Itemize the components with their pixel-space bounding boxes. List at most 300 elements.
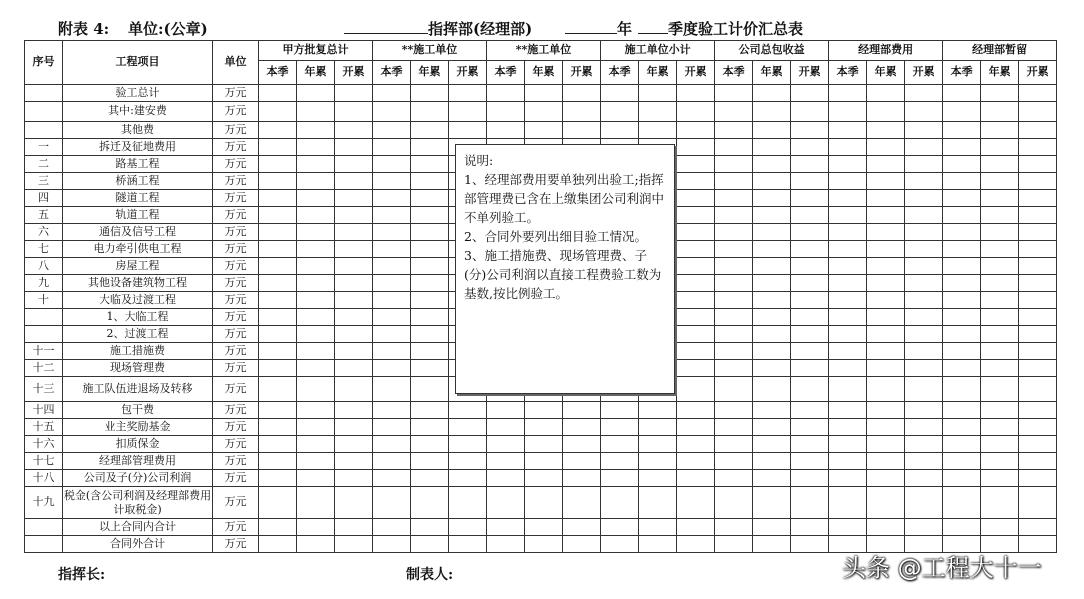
value-cell[interactable]: [563, 519, 601, 536]
value-cell[interactable]: [981, 258, 1019, 275]
value-cell[interactable]: [753, 241, 791, 258]
value-cell[interactable]: [449, 102, 487, 122]
value-cell[interactable]: [905, 360, 943, 377]
value-cell[interactable]: [335, 102, 373, 122]
value-cell[interactable]: [905, 190, 943, 207]
value-cell[interactable]: [677, 453, 715, 470]
value-cell[interactable]: [791, 102, 829, 122]
value-cell[interactable]: [943, 419, 981, 436]
value-cell[interactable]: [1019, 207, 1057, 224]
value-cell[interactable]: [297, 85, 335, 102]
value-cell[interactable]: [829, 326, 867, 343]
value-cell[interactable]: [981, 453, 1019, 470]
value-cell[interactable]: [373, 419, 411, 436]
value-cell[interactable]: [335, 326, 373, 343]
value-cell[interactable]: [411, 419, 449, 436]
value-cell[interactable]: [373, 85, 411, 102]
value-cell[interactable]: [335, 241, 373, 258]
value-cell[interactable]: [943, 402, 981, 419]
value-cell[interactable]: [297, 326, 335, 343]
value-cell[interactable]: [943, 156, 981, 173]
value-cell[interactable]: [601, 436, 639, 453]
value-cell[interactable]: [753, 292, 791, 309]
value-cell[interactable]: [905, 436, 943, 453]
value-cell[interactable]: [829, 102, 867, 122]
value-cell[interactable]: [753, 436, 791, 453]
value-cell[interactable]: [373, 275, 411, 292]
value-cell[interactable]: [297, 360, 335, 377]
value-cell[interactable]: [1019, 377, 1057, 402]
value-cell[interactable]: [1019, 309, 1057, 326]
value-cell[interactable]: [943, 258, 981, 275]
value-cell[interactable]: [753, 258, 791, 275]
value-cell[interactable]: [943, 207, 981, 224]
value-cell[interactable]: [373, 326, 411, 343]
value-cell[interactable]: [639, 85, 677, 102]
value-cell[interactable]: [753, 139, 791, 156]
value-cell[interactable]: [943, 343, 981, 360]
value-cell[interactable]: [259, 139, 297, 156]
value-cell[interactable]: [867, 241, 905, 258]
value-cell[interactable]: [829, 309, 867, 326]
value-cell[interactable]: [373, 487, 411, 519]
value-cell[interactable]: [1019, 436, 1057, 453]
value-cell[interactable]: [753, 102, 791, 122]
value-cell[interactable]: [449, 536, 487, 553]
value-cell[interactable]: [791, 536, 829, 553]
value-cell[interactable]: [259, 536, 297, 553]
value-cell[interactable]: [791, 156, 829, 173]
value-cell[interactable]: [677, 519, 715, 536]
value-cell[interactable]: [791, 258, 829, 275]
value-cell[interactable]: [259, 122, 297, 139]
value-cell[interactable]: [981, 156, 1019, 173]
value-cell[interactable]: [335, 224, 373, 241]
value-cell[interactable]: [335, 487, 373, 519]
value-cell[interactable]: [297, 258, 335, 275]
value-cell[interactable]: [335, 519, 373, 536]
value-cell[interactable]: [715, 241, 753, 258]
value-cell[interactable]: [639, 419, 677, 436]
value-cell[interactable]: [943, 326, 981, 343]
value-cell[interactable]: [373, 224, 411, 241]
value-cell[interactable]: [449, 419, 487, 436]
value-cell[interactable]: [297, 241, 335, 258]
value-cell[interactable]: [411, 402, 449, 419]
value-cell[interactable]: [943, 102, 981, 122]
value-cell[interactable]: [1019, 402, 1057, 419]
value-cell[interactable]: [791, 122, 829, 139]
value-cell[interactable]: [487, 487, 525, 519]
value-cell[interactable]: [1019, 275, 1057, 292]
value-cell[interactable]: [791, 377, 829, 402]
value-cell[interactable]: [867, 360, 905, 377]
value-cell[interactable]: [373, 453, 411, 470]
value-cell[interactable]: [943, 519, 981, 536]
value-cell[interactable]: [981, 173, 1019, 190]
value-cell[interactable]: [715, 326, 753, 343]
value-cell[interactable]: [867, 207, 905, 224]
value-cell[interactable]: [905, 275, 943, 292]
value-cell[interactable]: [335, 122, 373, 139]
value-cell[interactable]: [487, 402, 525, 419]
value-cell[interactable]: [753, 453, 791, 470]
value-cell[interactable]: [297, 173, 335, 190]
value-cell[interactable]: [335, 258, 373, 275]
value-cell[interactable]: [753, 224, 791, 241]
value-cell[interactable]: [259, 436, 297, 453]
value-cell[interactable]: [715, 470, 753, 487]
value-cell[interactable]: [829, 85, 867, 102]
value-cell[interactable]: [867, 190, 905, 207]
value-cell[interactable]: [905, 419, 943, 436]
value-cell[interactable]: [297, 377, 335, 402]
value-cell[interactable]: [677, 122, 715, 139]
value-cell[interactable]: [791, 419, 829, 436]
value-cell[interactable]: [601, 85, 639, 102]
value-cell[interactable]: [715, 536, 753, 553]
value-cell[interactable]: [411, 360, 449, 377]
value-cell[interactable]: [1019, 156, 1057, 173]
value-cell[interactable]: [791, 241, 829, 258]
value-cell[interactable]: [981, 402, 1019, 419]
value-cell[interactable]: [563, 487, 601, 519]
value-cell[interactable]: [829, 224, 867, 241]
value-cell[interactable]: [1019, 292, 1057, 309]
value-cell[interactable]: [411, 377, 449, 402]
value-cell[interactable]: [943, 309, 981, 326]
value-cell[interactable]: [563, 102, 601, 122]
value-cell[interactable]: [715, 419, 753, 436]
value-cell[interactable]: [753, 207, 791, 224]
value-cell[interactable]: [259, 402, 297, 419]
value-cell[interactable]: [981, 519, 1019, 536]
value-cell[interactable]: [487, 419, 525, 436]
value-cell[interactable]: [677, 360, 715, 377]
value-cell[interactable]: [753, 343, 791, 360]
value-cell[interactable]: [411, 241, 449, 258]
value-cell[interactable]: [715, 487, 753, 519]
value-cell[interactable]: [677, 487, 715, 519]
value-cell[interactable]: [259, 85, 297, 102]
value-cell[interactable]: [981, 102, 1019, 122]
value-cell[interactable]: [259, 326, 297, 343]
value-cell[interactable]: [563, 85, 601, 102]
value-cell[interactable]: [677, 326, 715, 343]
value-cell[interactable]: [373, 156, 411, 173]
value-cell[interactable]: [677, 190, 715, 207]
value-cell[interactable]: [449, 436, 487, 453]
value-cell[interactable]: [411, 536, 449, 553]
value-cell[interactable]: [487, 102, 525, 122]
value-cell[interactable]: [449, 470, 487, 487]
value-cell[interactable]: [829, 258, 867, 275]
value-cell[interactable]: [411, 207, 449, 224]
value-cell[interactable]: [677, 436, 715, 453]
value-cell[interactable]: [715, 258, 753, 275]
value-cell[interactable]: [1019, 122, 1057, 139]
value-cell[interactable]: [981, 360, 1019, 377]
value-cell[interactable]: [753, 275, 791, 292]
value-cell[interactable]: [715, 453, 753, 470]
value-cell[interactable]: [905, 173, 943, 190]
value-cell[interactable]: [449, 402, 487, 419]
value-cell[interactable]: [867, 309, 905, 326]
value-cell[interactable]: [449, 85, 487, 102]
value-cell[interactable]: [791, 85, 829, 102]
value-cell[interactable]: [297, 436, 335, 453]
value-cell[interactable]: [791, 173, 829, 190]
value-cell[interactable]: [715, 156, 753, 173]
value-cell[interactable]: [297, 190, 335, 207]
value-cell[interactable]: [639, 470, 677, 487]
value-cell[interactable]: [867, 275, 905, 292]
value-cell[interactable]: [411, 258, 449, 275]
value-cell[interactable]: [715, 207, 753, 224]
value-cell[interactable]: [297, 292, 335, 309]
value-cell[interactable]: [259, 292, 297, 309]
value-cell[interactable]: [905, 343, 943, 360]
value-cell[interactable]: [1019, 470, 1057, 487]
value-cell[interactable]: [1019, 258, 1057, 275]
value-cell[interactable]: [335, 190, 373, 207]
value-cell[interactable]: [487, 85, 525, 102]
value-cell[interactable]: [791, 402, 829, 419]
value-cell[interactable]: [1019, 85, 1057, 102]
value-cell[interactable]: [981, 377, 1019, 402]
value-cell[interactable]: [905, 292, 943, 309]
value-cell[interactable]: [715, 139, 753, 156]
value-cell[interactable]: [829, 275, 867, 292]
value-cell[interactable]: [297, 309, 335, 326]
value-cell[interactable]: [411, 309, 449, 326]
value-cell[interactable]: [411, 487, 449, 519]
value-cell[interactable]: [259, 173, 297, 190]
value-cell[interactable]: [829, 519, 867, 536]
value-cell[interactable]: [943, 85, 981, 102]
value-cell[interactable]: [905, 487, 943, 519]
value-cell[interactable]: [373, 519, 411, 536]
value-cell[interactable]: [867, 419, 905, 436]
value-cell[interactable]: [563, 470, 601, 487]
value-cell[interactable]: [867, 487, 905, 519]
value-cell[interactable]: [943, 122, 981, 139]
value-cell[interactable]: [943, 377, 981, 402]
value-cell[interactable]: [791, 309, 829, 326]
value-cell[interactable]: [297, 156, 335, 173]
value-cell[interactable]: [791, 326, 829, 343]
value-cell[interactable]: [981, 190, 1019, 207]
value-cell[interactable]: [335, 207, 373, 224]
value-cell[interactable]: [943, 139, 981, 156]
value-cell[interactable]: [373, 402, 411, 419]
value-cell[interactable]: [905, 156, 943, 173]
value-cell[interactable]: [335, 173, 373, 190]
value-cell[interactable]: [981, 122, 1019, 139]
value-cell[interactable]: [753, 156, 791, 173]
value-cell[interactable]: [791, 224, 829, 241]
value-cell[interactable]: [297, 102, 335, 122]
value-cell[interactable]: [411, 224, 449, 241]
value-cell[interactable]: [487, 519, 525, 536]
value-cell[interactable]: [753, 360, 791, 377]
value-cell[interactable]: [677, 241, 715, 258]
value-cell[interactable]: [677, 224, 715, 241]
value-cell[interactable]: [601, 419, 639, 436]
value-cell[interactable]: [791, 292, 829, 309]
value-cell[interactable]: [943, 173, 981, 190]
value-cell[interactable]: [981, 343, 1019, 360]
value-cell[interactable]: [373, 122, 411, 139]
value-cell[interactable]: [1019, 343, 1057, 360]
value-cell[interactable]: [259, 360, 297, 377]
value-cell[interactable]: [677, 377, 715, 402]
value-cell[interactable]: [411, 326, 449, 343]
value-cell[interactable]: [639, 519, 677, 536]
value-cell[interactable]: [829, 173, 867, 190]
value-cell[interactable]: [829, 419, 867, 436]
value-cell[interactable]: [981, 139, 1019, 156]
value-cell[interactable]: [601, 122, 639, 139]
value-cell[interactable]: [753, 402, 791, 419]
value-cell[interactable]: [639, 402, 677, 419]
value-cell[interactable]: [259, 258, 297, 275]
value-cell[interactable]: [715, 102, 753, 122]
value-cell[interactable]: [525, 122, 563, 139]
value-cell[interactable]: [411, 190, 449, 207]
value-cell[interactable]: [791, 453, 829, 470]
value-cell[interactable]: [1019, 139, 1057, 156]
value-cell[interactable]: [1019, 360, 1057, 377]
value-cell[interactable]: [715, 122, 753, 139]
value-cell[interactable]: [297, 402, 335, 419]
value-cell[interactable]: [677, 139, 715, 156]
value-cell[interactable]: [335, 156, 373, 173]
value-cell[interactable]: [677, 275, 715, 292]
value-cell[interactable]: [905, 519, 943, 536]
value-cell[interactable]: [335, 402, 373, 419]
value-cell[interactable]: [867, 402, 905, 419]
value-cell[interactable]: [829, 156, 867, 173]
value-cell[interactable]: [1019, 326, 1057, 343]
value-cell[interactable]: [259, 487, 297, 519]
value-cell[interactable]: [829, 470, 867, 487]
value-cell[interactable]: [829, 343, 867, 360]
value-cell[interactable]: [639, 436, 677, 453]
value-cell[interactable]: [867, 122, 905, 139]
value-cell[interactable]: [943, 275, 981, 292]
value-cell[interactable]: [829, 292, 867, 309]
value-cell[interactable]: [715, 224, 753, 241]
value-cell[interactable]: [753, 419, 791, 436]
value-cell[interactable]: [601, 402, 639, 419]
value-cell[interactable]: [563, 453, 601, 470]
value-cell[interactable]: [297, 519, 335, 536]
value-cell[interactable]: [449, 487, 487, 519]
value-cell[interactable]: [373, 470, 411, 487]
value-cell[interactable]: [753, 470, 791, 487]
value-cell[interactable]: [867, 224, 905, 241]
value-cell[interactable]: [373, 360, 411, 377]
value-cell[interactable]: [335, 453, 373, 470]
value-cell[interactable]: [297, 122, 335, 139]
value-cell[interactable]: [525, 85, 563, 102]
value-cell[interactable]: [259, 224, 297, 241]
value-cell[interactable]: [791, 436, 829, 453]
value-cell[interactable]: [867, 156, 905, 173]
value-cell[interactable]: [1019, 519, 1057, 536]
value-cell[interactable]: [335, 536, 373, 553]
value-cell[interactable]: [715, 292, 753, 309]
value-cell[interactable]: [791, 207, 829, 224]
value-cell[interactable]: [335, 419, 373, 436]
value-cell[interactable]: [867, 292, 905, 309]
value-cell[interactable]: [829, 241, 867, 258]
value-cell[interactable]: [981, 419, 1019, 436]
value-cell[interactable]: [335, 377, 373, 402]
value-cell[interactable]: [791, 139, 829, 156]
value-cell[interactable]: [525, 487, 563, 519]
value-cell[interactable]: [905, 224, 943, 241]
value-cell[interactable]: [715, 85, 753, 102]
value-cell[interactable]: [297, 343, 335, 360]
value-cell[interactable]: [715, 275, 753, 292]
value-cell[interactable]: [487, 536, 525, 553]
value-cell[interactable]: [259, 453, 297, 470]
value-cell[interactable]: [905, 453, 943, 470]
value-cell[interactable]: [829, 360, 867, 377]
value-cell[interactable]: [791, 519, 829, 536]
value-cell[interactable]: [943, 190, 981, 207]
value-cell[interactable]: [791, 487, 829, 519]
value-cell[interactable]: [525, 453, 563, 470]
value-cell[interactable]: [335, 470, 373, 487]
value-cell[interactable]: [563, 419, 601, 436]
value-cell[interactable]: [829, 190, 867, 207]
value-cell[interactable]: [677, 343, 715, 360]
value-cell[interactable]: [259, 156, 297, 173]
value-cell[interactable]: [373, 173, 411, 190]
value-cell[interactable]: [753, 377, 791, 402]
value-cell[interactable]: [867, 377, 905, 402]
value-cell[interactable]: [981, 487, 1019, 519]
value-cell[interactable]: [411, 102, 449, 122]
value-cell[interactable]: [335, 436, 373, 453]
value-cell[interactable]: [943, 360, 981, 377]
value-cell[interactable]: [335, 85, 373, 102]
value-cell[interactable]: [373, 207, 411, 224]
value-cell[interactable]: [411, 85, 449, 102]
value-cell[interactable]: [259, 241, 297, 258]
value-cell[interactable]: [981, 436, 1019, 453]
value-cell[interactable]: [297, 207, 335, 224]
value-cell[interactable]: [373, 536, 411, 553]
value-cell[interactable]: [943, 487, 981, 519]
value-cell[interactable]: [335, 343, 373, 360]
value-cell[interactable]: [905, 402, 943, 419]
value-cell[interactable]: [601, 102, 639, 122]
value-cell[interactable]: [715, 436, 753, 453]
value-cell[interactable]: [715, 309, 753, 326]
value-cell[interactable]: [259, 470, 297, 487]
value-cell[interactable]: [487, 470, 525, 487]
value-cell[interactable]: [867, 436, 905, 453]
value-cell[interactable]: [411, 453, 449, 470]
value-cell[interactable]: [791, 470, 829, 487]
value-cell[interactable]: [905, 241, 943, 258]
value-cell[interactable]: [981, 326, 1019, 343]
value-cell[interactable]: [981, 309, 1019, 326]
